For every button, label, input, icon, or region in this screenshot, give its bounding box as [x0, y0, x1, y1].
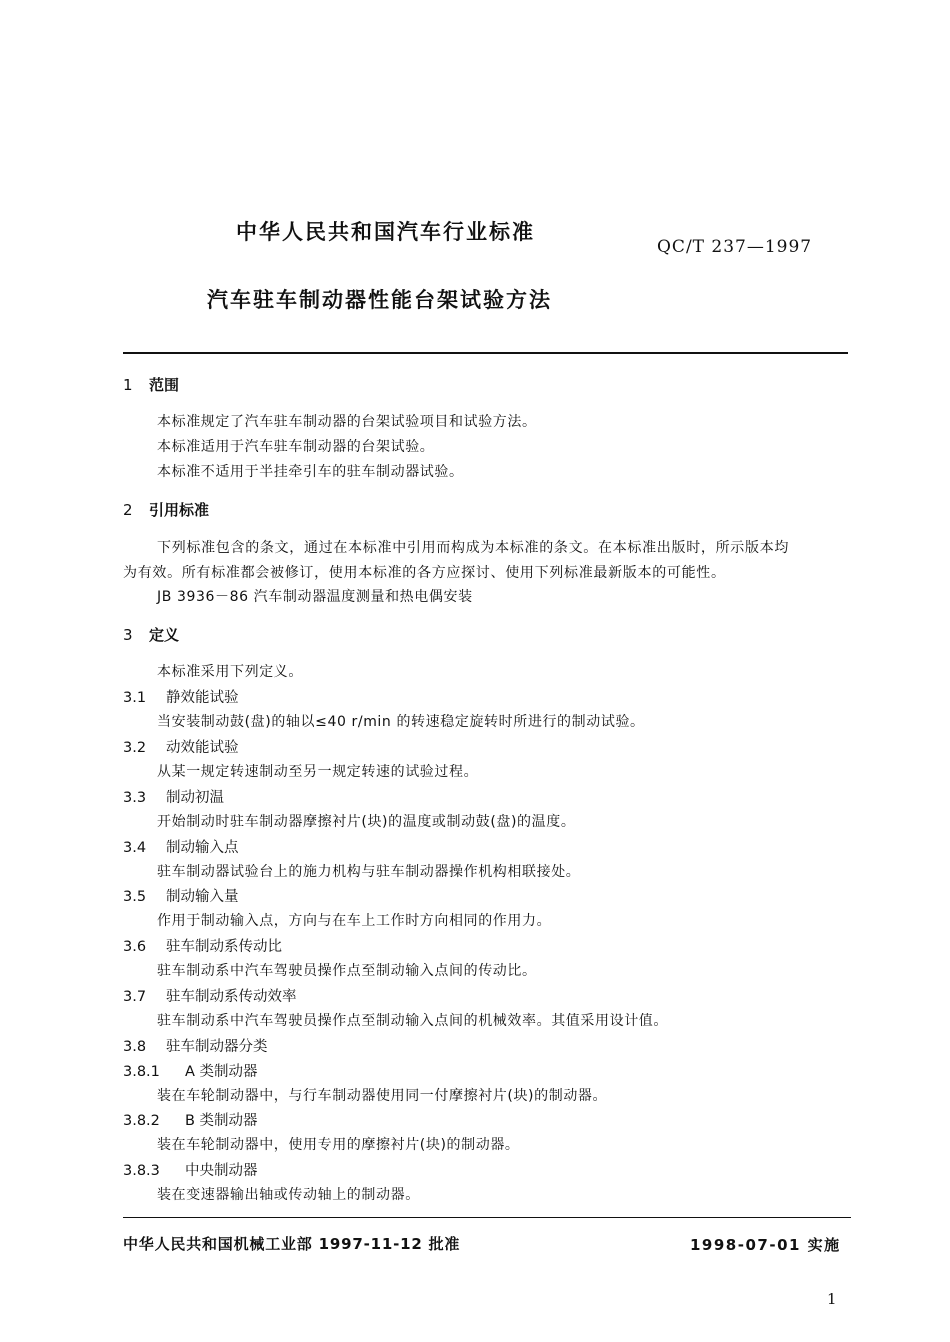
- definition-heading: [123, 1035, 268, 1056]
- industry-standard-title: 中华人民共和国汽车行业标准: [236, 220, 535, 244]
- definition-number: 3.3: [123, 790, 147, 806]
- section-title: 定义: [149, 626, 180, 644]
- footer-rule: [123, 1217, 851, 1218]
- standard-code: QC/T 237—1997: [657, 237, 813, 257]
- definition-number: 3.8: [123, 1039, 147, 1055]
- section-1-heading: [123, 374, 179, 395]
- definition-term: 制动初温: [166, 790, 224, 806]
- definition-term: 制动输入点: [166, 840, 239, 856]
- implementation-date: 1998-07-01 实施: [690, 1236, 841, 1254]
- definition-number: 3.8.2: [123, 1113, 160, 1129]
- definition-text: 驻车制动系中汽车驾驶员操作点至制动输入点间的机械效率。其值采用设计值。: [157, 1013, 668, 1029]
- section-number: 3: [123, 626, 133, 644]
- definition-term: B 类制动器: [185, 1113, 258, 1129]
- definition-text: 驻车制动器试验台上的施力机构与驻车制动器操作机构相联接处。: [157, 864, 581, 880]
- definition-text: 装在车轮制动器中，与行车制动器使用同一付摩擦衬片(块)的制动器。: [157, 1088, 608, 1104]
- paragraph-line: 本标准规定了汽车驻车制动器的台架试验项目和试验方法。: [157, 414, 537, 430]
- definition-term: 中央制动器: [185, 1163, 258, 1179]
- definition-heading: [123, 786, 224, 807]
- definition-term: 驻车制动器分类: [166, 1039, 268, 1055]
- paragraph-line: 本标准采用下列定义。: [157, 664, 303, 680]
- paragraph-line: 为有效。所有标准都会被修订，使用本标准的各方应探讨、使用下列标准最新版本的可能性。: [123, 565, 726, 581]
- definition-text: 开始制动时驻车制动器摩擦衬片(块)的温度或制动鼓(盘)的温度。: [157, 814, 576, 830]
- subdefinition-heading: [123, 1109, 258, 1130]
- paragraph-line: 本标准适用于汽车驻车制动器的台架试验。: [157, 439, 435, 455]
- definition-number: 3.1: [123, 690, 147, 706]
- definition-heading: [123, 836, 239, 857]
- subdefinition-heading: [123, 1060, 258, 1081]
- definition-heading: [123, 885, 239, 906]
- approval-line: 中华人民共和国机械工业部 1997-11-12 批准: [123, 1235, 461, 1253]
- definition-term: 制动输入量: [166, 889, 239, 905]
- definition-number: 3.4: [123, 840, 147, 856]
- definition-term: 驻车制动系传动比: [166, 939, 282, 955]
- subdefinition-heading: [123, 1159, 258, 1180]
- definition-number: 3.6: [123, 939, 147, 955]
- definition-heading: [123, 935, 282, 956]
- definition-text: 当安装制动鼓(盘)的轴以≤40 r/min 的转速稳定旋转时所进行的制动试验。: [157, 714, 645, 730]
- definition-text: 作用于制动输入点，方向与在车上工作时方向相同的作用力。: [157, 913, 552, 929]
- definition-number: 3.7: [123, 989, 147, 1005]
- section-number: 1: [123, 376, 133, 394]
- document-title: 汽车驻车制动器性能台架试验方法: [207, 288, 552, 312]
- definition-text: 驻车制动系中汽车驾驶员操作点至制动输入点间的传动比。: [157, 963, 537, 979]
- definition-text: 装在变速器输出轴或传动轴上的制动器。: [157, 1187, 420, 1203]
- paragraph-line: 下列标准包含的条文，通过在本标准中引用而构成为本标准的条文。在本标准出版时，所示版本均: [157, 540, 790, 556]
- definition-term: 静效能试验: [166, 690, 239, 706]
- definition-heading: [123, 686, 239, 707]
- definition-term: A 类制动器: [185, 1064, 258, 1080]
- definition-text: 从某一规定转速制动至另一规定转速的试验过程。: [157, 764, 479, 780]
- paragraph-line: 本标准不适用于半挂牵引车的驻车制动器试验。: [157, 464, 464, 480]
- referenced-standard: JB 3936－86 汽车制动器温度测量和热电偶安装: [157, 589, 473, 605]
- definition-number: 3.8.3: [123, 1163, 160, 1179]
- definition-number: 3.5: [123, 889, 147, 905]
- definition-text: 装在车轮制动器中，使用专用的摩擦衬片(块)的制动器。: [157, 1137, 520, 1153]
- definition-term: 驻车制动系传动效率: [166, 989, 297, 1005]
- section-3-heading: [123, 624, 179, 645]
- header-rule: [123, 352, 848, 354]
- page-number: 1: [827, 1290, 837, 1308]
- definition-heading: [123, 985, 297, 1006]
- definition-heading: [123, 736, 239, 757]
- section-title: 范围: [149, 376, 180, 394]
- definition-term: 动效能试验: [166, 740, 239, 756]
- definition-number: 3.8.1: [123, 1064, 160, 1080]
- section-title: 引用标准: [149, 501, 210, 519]
- definition-number: 3.2: [123, 740, 147, 756]
- section-number: 2: [123, 501, 133, 519]
- section-2-heading: [123, 499, 209, 520]
